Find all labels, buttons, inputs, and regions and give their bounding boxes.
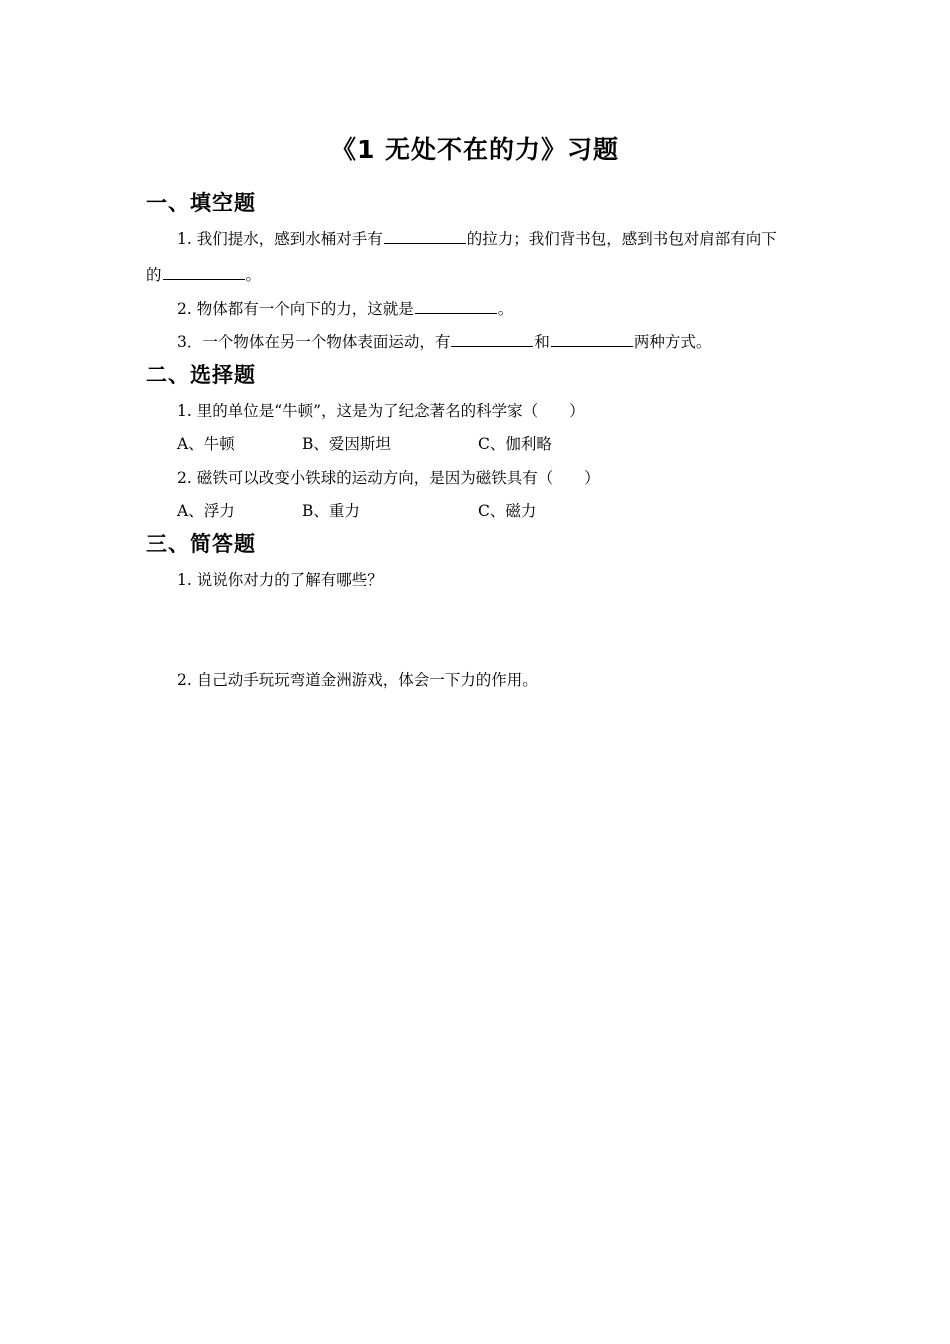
fill-question-3: [177, 330, 711, 352]
short-question-1: 1. 说说你对力的了解有哪些？: [177, 571, 383, 589]
fill-q2-text-b: 。: [497, 300, 514, 318]
fill-q1-text-b: 的拉力；我们背书包，感到书包对肩部有向下: [466, 230, 777, 248]
fill-q3-blank-1[interactable]: [451, 332, 533, 347]
short-question-2: 2. 自己动手玩玩弯道金洲游戏，体会一下力的作用。: [177, 671, 538, 689]
fill-q1-text-d: 。: [245, 266, 262, 284]
choice-q1-option-a[interactable]: A、牛顿: [177, 435, 235, 453]
fill-q2-blank[interactable]: [415, 299, 497, 314]
fill-q3-text-c: 两种方式。: [633, 333, 712, 351]
choice-q1-option-b[interactable]: B、爱因斯坦: [302, 435, 391, 453]
fill-q1-blank-1[interactable]: [384, 229, 466, 244]
section-fill-heading: 一、填空题: [146, 191, 256, 215]
choice-question-1: 1. 里的单位是“牛顿”，这是为了纪念著名的科学家（ ）: [177, 402, 585, 420]
fill-q2-text-a: 2. 物体都有一个向下的力，这就是: [177, 300, 414, 318]
fill-question-1-cont: [146, 263, 261, 285]
fill-q3-text-a: 3．一个物体在另一个物体表面运动，有: [177, 333, 451, 351]
choice-question-2: 2. 磁铁可以改变小铁球的运动方向，是因为磁铁具有（ ）: [177, 469, 600, 487]
choice-q2-option-a[interactable]: A、浮力: [177, 502, 235, 520]
page-title: 《1 无处不在的力》习题: [330, 135, 620, 164]
choice-q1-option-c[interactable]: C、伽利略: [478, 435, 552, 453]
fill-question-1: [177, 227, 777, 249]
fill-q3-blank-2[interactable]: [551, 332, 633, 347]
section-choice-heading: 二、选择题: [146, 363, 256, 387]
choice-q2-option-b[interactable]: B、重力: [302, 502, 360, 520]
fill-q3-text-b: 和: [534, 333, 550, 351]
section-short-heading: 三、简答题: [146, 532, 256, 556]
fill-question-2: [177, 297, 513, 319]
fill-q1-text-a: 1. 我们提水，感到水桶对手有: [177, 230, 383, 248]
choice-q2-option-c[interactable]: C、磁力: [478, 502, 537, 520]
fill-q1-blank-2[interactable]: [163, 265, 245, 280]
fill-q1-text-c: 的: [146, 266, 162, 284]
